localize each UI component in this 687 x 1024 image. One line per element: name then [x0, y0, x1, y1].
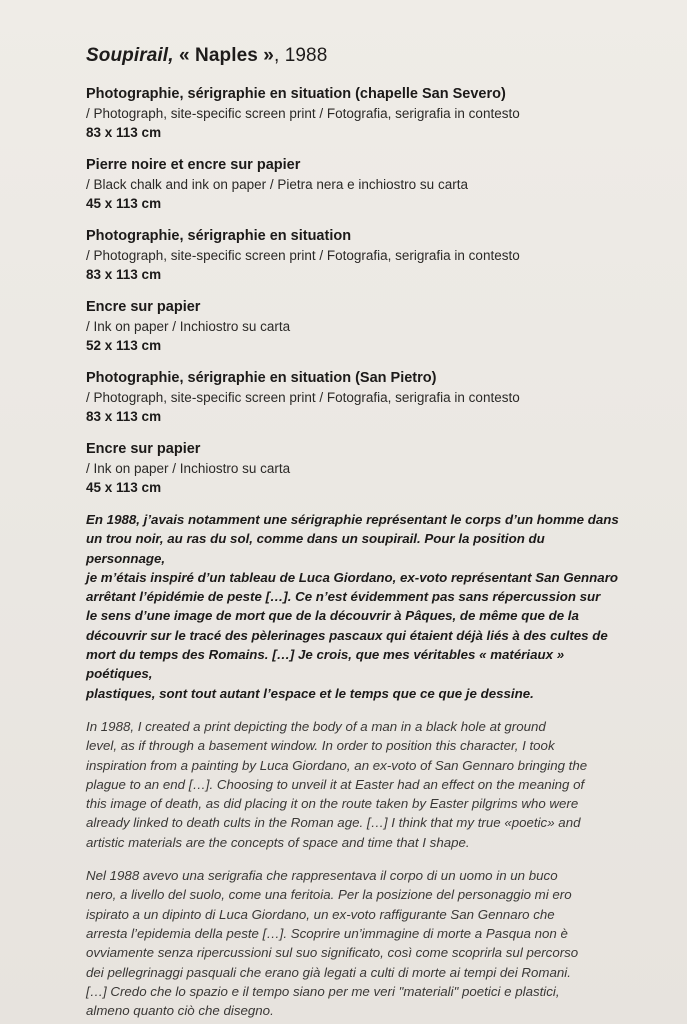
work-medium-translation: / Black chalk and ink on paper / Pietra nera e inchiostro su carta	[86, 177, 468, 192]
work-entry-1	[86, 84, 627, 142]
artwork-title	[86, 44, 627, 68]
work-dimensions: 83 x 113 cm	[86, 267, 162, 282]
quote-line: arresta l’epidemia della peste […]. Scoprire un’immagine di morte a Pasqua non è	[86, 925, 568, 941]
work-medium-fr: Photographie, sérigraphie en situation (chapelle San Severo)	[86, 86, 506, 102]
quote-line: In 1988, I created a print depicting the body of a man in a black hole at ground	[86, 718, 546, 734]
quote-line: already linked to death cults in the Roman age. […] I think that my true «poetic» and	[86, 815, 581, 831]
work-entry-2	[86, 155, 627, 213]
quote-line: artistic materials are the concepts of space and time that I shape.	[86, 834, 470, 850]
work-dimensions: 83 x 113 cm	[86, 409, 162, 424]
quote-line: je m’étais inspiré d’un tableau de Luca Giordano, ex-voto représentant San Gennaro	[86, 569, 618, 585]
work-medium-fr: Pierre noire et encre sur papier	[86, 157, 301, 173]
work-entry-3	[86, 226, 627, 284]
quote-line: nero, a livello del suolo, come una feritoia. Per la posizione del personaggio mi ero	[86, 887, 572, 903]
quote-line: almeno quanto ciò che disegno.	[86, 1003, 274, 1019]
quote-line: inspiration from a painting by Luca Giordano, an ex-voto of San Gennaro bringing the	[86, 757, 588, 773]
work-dimensions: 45 x 113 cm	[86, 196, 162, 211]
artist-quote-italian	[86, 866, 627, 1020]
title-quoted-part: « Naples »	[173, 45, 274, 66]
quote-line: mort du temps des Romains. […] Je crois, que mes véritables « matériaux » poétiques,	[86, 647, 565, 682]
quote-line: plague to an end […]. Choosing to unveil it at Easter had an effect on the meaning of	[86, 776, 585, 792]
work-entry-5	[86, 368, 627, 426]
work-medium-translation: / Ink on paper / Inchiostro su carta	[86, 461, 291, 476]
quote-line: plastiques, sont tout autant l’espace et le temps que ce que je dessine.	[86, 685, 534, 701]
quote-line: un trou noir, au ras du sol, comme dans un soupirail. Pour la position du personnage,	[86, 531, 545, 566]
quote-line: level, as if through a basement window. In order to position this character, I took	[86, 738, 555, 754]
quote-line: ispirato a un dipinto di Luca Giordano, un ex-voto raffigurante San Gennaro che	[86, 906, 555, 922]
quote-line: le sens d’une image de mort que de la découvrir à Pâques, de même que de la	[86, 608, 579, 624]
work-medium-translation: / Photograph, site-specific screen print / Fotografia, serigrafia in contesto	[86, 390, 520, 405]
quote-line: this image of death, as did placing it on the route taken by Easter pilgrims who were	[86, 796, 579, 812]
quote-line: Nel 1988 avevo una serigrafia che rappresentava il corpo di un uomo in un buco	[86, 868, 558, 884]
artist-quote-english	[86, 717, 627, 852]
work-entry-6	[86, 439, 627, 497]
work-dimensions: 45 x 113 cm	[86, 480, 162, 495]
quote-line: découvrir sur le tracé des pèlerinages pascaux qui étaient déjà liés à des cultes de	[86, 627, 608, 643]
work-dimensions: 52 x 113 cm	[86, 338, 162, 353]
work-medium-translation: / Photograph, site-specific screen print / Fotografia, serigrafia in contesto	[86, 248, 520, 263]
work-medium-translation: / Ink on paper / Inchiostro su carta	[86, 319, 291, 334]
quote-line: […] Credo che lo spazio e il tempo siano per me veri "materiali" poetici e plastici,	[86, 983, 560, 999]
work-medium-fr: Photographie, sérigraphie en situation	[86, 228, 352, 244]
quote-line: En 1988, j’avais notamment une sérigraphie représentant le corps d’un homme dans	[86, 512, 619, 527]
quote-line: dei pellegrinaggi pasquali che erano già legati a culti di morte ai tempi dei Romani.	[86, 964, 571, 980]
quote-line: arrêtant l’épidémie de peste […]. Ce n’est évidemment pas sans répercussion sur	[86, 589, 601, 605]
artist-quote-french	[86, 510, 627, 703]
work-entry-4	[86, 297, 627, 355]
quote-line: ovviamente senza ripercussioni sul suo significato, così come scoprirla sul percorso	[86, 945, 579, 961]
work-medium-fr: Photographie, sérigraphie en situation (San Pietro)	[86, 370, 437, 386]
title-italic-part: Soupirail,	[86, 45, 174, 66]
work-medium-fr: Encre sur papier	[86, 299, 201, 315]
work-medium-fr: Encre sur papier	[86, 441, 201, 457]
work-medium-translation: / Photograph, site-specific screen print / Fotografia, serigrafia in contesto	[86, 106, 520, 121]
title-year: , 1988	[273, 45, 328, 66]
work-dimensions: 83 x 113 cm	[86, 125, 162, 140]
